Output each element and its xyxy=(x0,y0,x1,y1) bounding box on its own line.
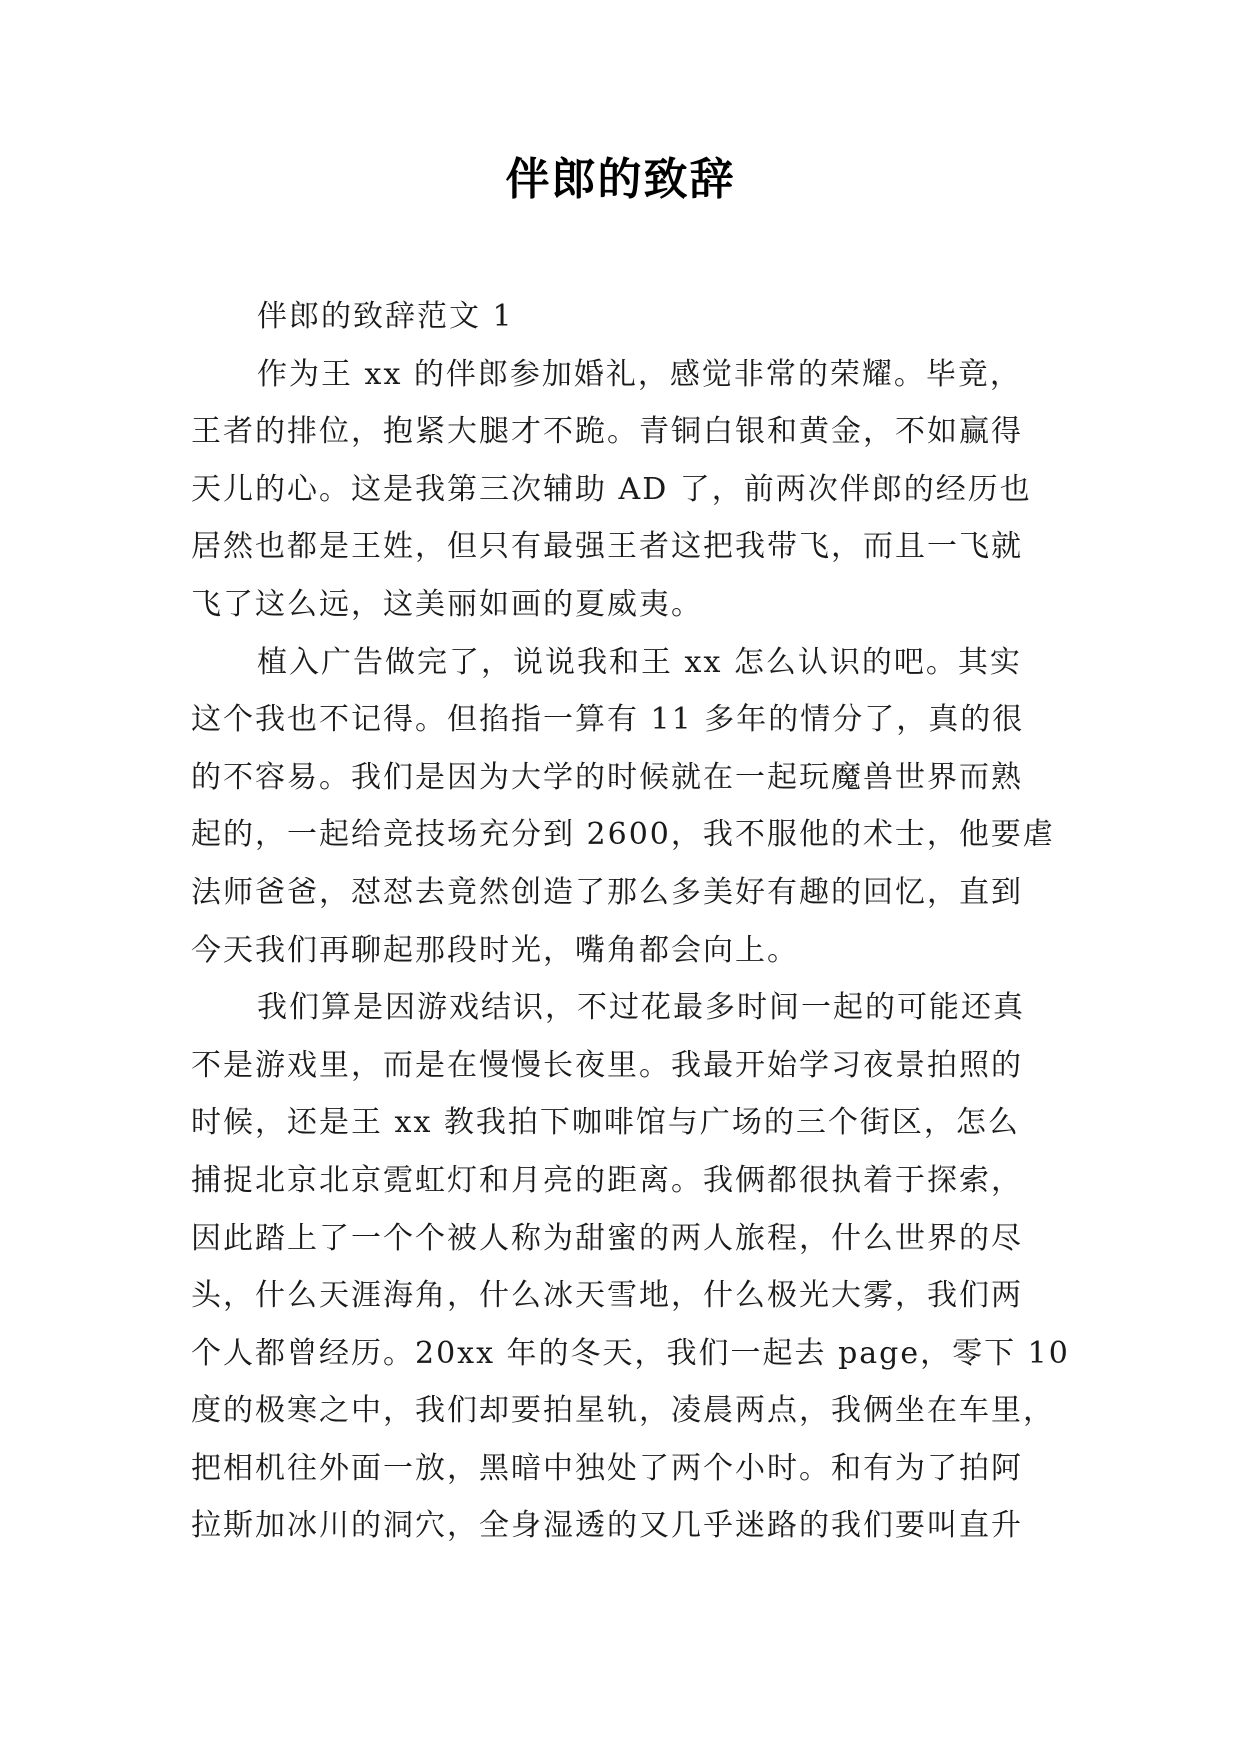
paragraph-line: 因此踏上了一个个被人称为甜蜜的两人旅程，什么世界的尽 xyxy=(191,1220,1023,1256)
paragraph-line: 时候，还是王 xx 教我拍下咖啡馆与广场的三个街区，怎么 xyxy=(191,1105,1020,1141)
paragraph-line: 不是游戏里，而是在慢慢长夜里。我最开始学习夜景拍照的 xyxy=(191,1047,1023,1083)
paragraph-line: 度的极寒之中，我们却要拍星轨，凌晨两点，我俩坐在车里， xyxy=(191,1393,1055,1429)
paragraph-first-line: 作为王 xx 的伴郎参加婚礼，感觉非常的荣耀。毕竟， xyxy=(257,356,1022,392)
paragraph-line: 拉斯加冰川的洞穴，全身湿透的又几乎迷路的我们要叫直升 xyxy=(191,1508,1023,1544)
document-body xyxy=(191,288,1070,1555)
paragraph-line: 今天我们再聊起那段时光，嘴角都会向上。 xyxy=(191,932,799,968)
paragraph-line: 捕捉北京北京霓虹灯和月亮的距离。我俩都很执着于探索， xyxy=(191,1162,1023,1198)
paragraph-line: 飞了这么远，这美丽如画的夏威夷。 xyxy=(191,586,703,622)
paragraph-line: 个人都曾经历。20xx 年的冬天，我们一起去 page，零下 10 xyxy=(191,1335,1070,1371)
paragraph-line: 法师爸爸，怼怼去竟然创造了那么多美好有趣的回忆，直到 xyxy=(191,874,1023,910)
paragraph-line: 居然也都是王姓，但只有最强王者这把我带飞，而且一飞就 xyxy=(191,529,1023,565)
paragraph-first-line: 伴郎的致辞范文 1 xyxy=(257,299,514,334)
paragraph-line: 王者的排位，抱紧大腿才不跪。青铜白银和黄金，不如赢得 xyxy=(191,414,1023,450)
document-title: 伴郎的致辞 xyxy=(505,154,736,205)
paragraph-first-line: 我们算是因游戏结识，不过花最多时间一起的可能还真 xyxy=(257,990,1025,1026)
paragraph-line: 头，什么天涯海角，什么冰天雪地，什么极光大雾，我们两 xyxy=(191,1278,1023,1314)
paragraph-first-line: 植入广告做完了，说说我和王 xx 怎么认识的吧。其实 xyxy=(257,644,1022,680)
paragraph-line: 把相机往外面一放，黑暗中独处了两个小时。和有为了拍阿 xyxy=(191,1450,1023,1486)
paragraph-line: 的不容易。我们是因为大学的时候就在一起玩魔兽世界而熟 xyxy=(191,759,1023,795)
paragraph-line: 起的，一起给竞技场充分到 2600，我不服他的术士，他要虐 xyxy=(191,817,1055,853)
paragraph-line: 天儿的心。这是我第三次辅助 AD 了，前两次伴郎的经历也 xyxy=(191,471,1032,507)
paragraph-line: 这个我也不记得。但掐指一算有 11 多年的情分了，真的很 xyxy=(191,702,1025,738)
